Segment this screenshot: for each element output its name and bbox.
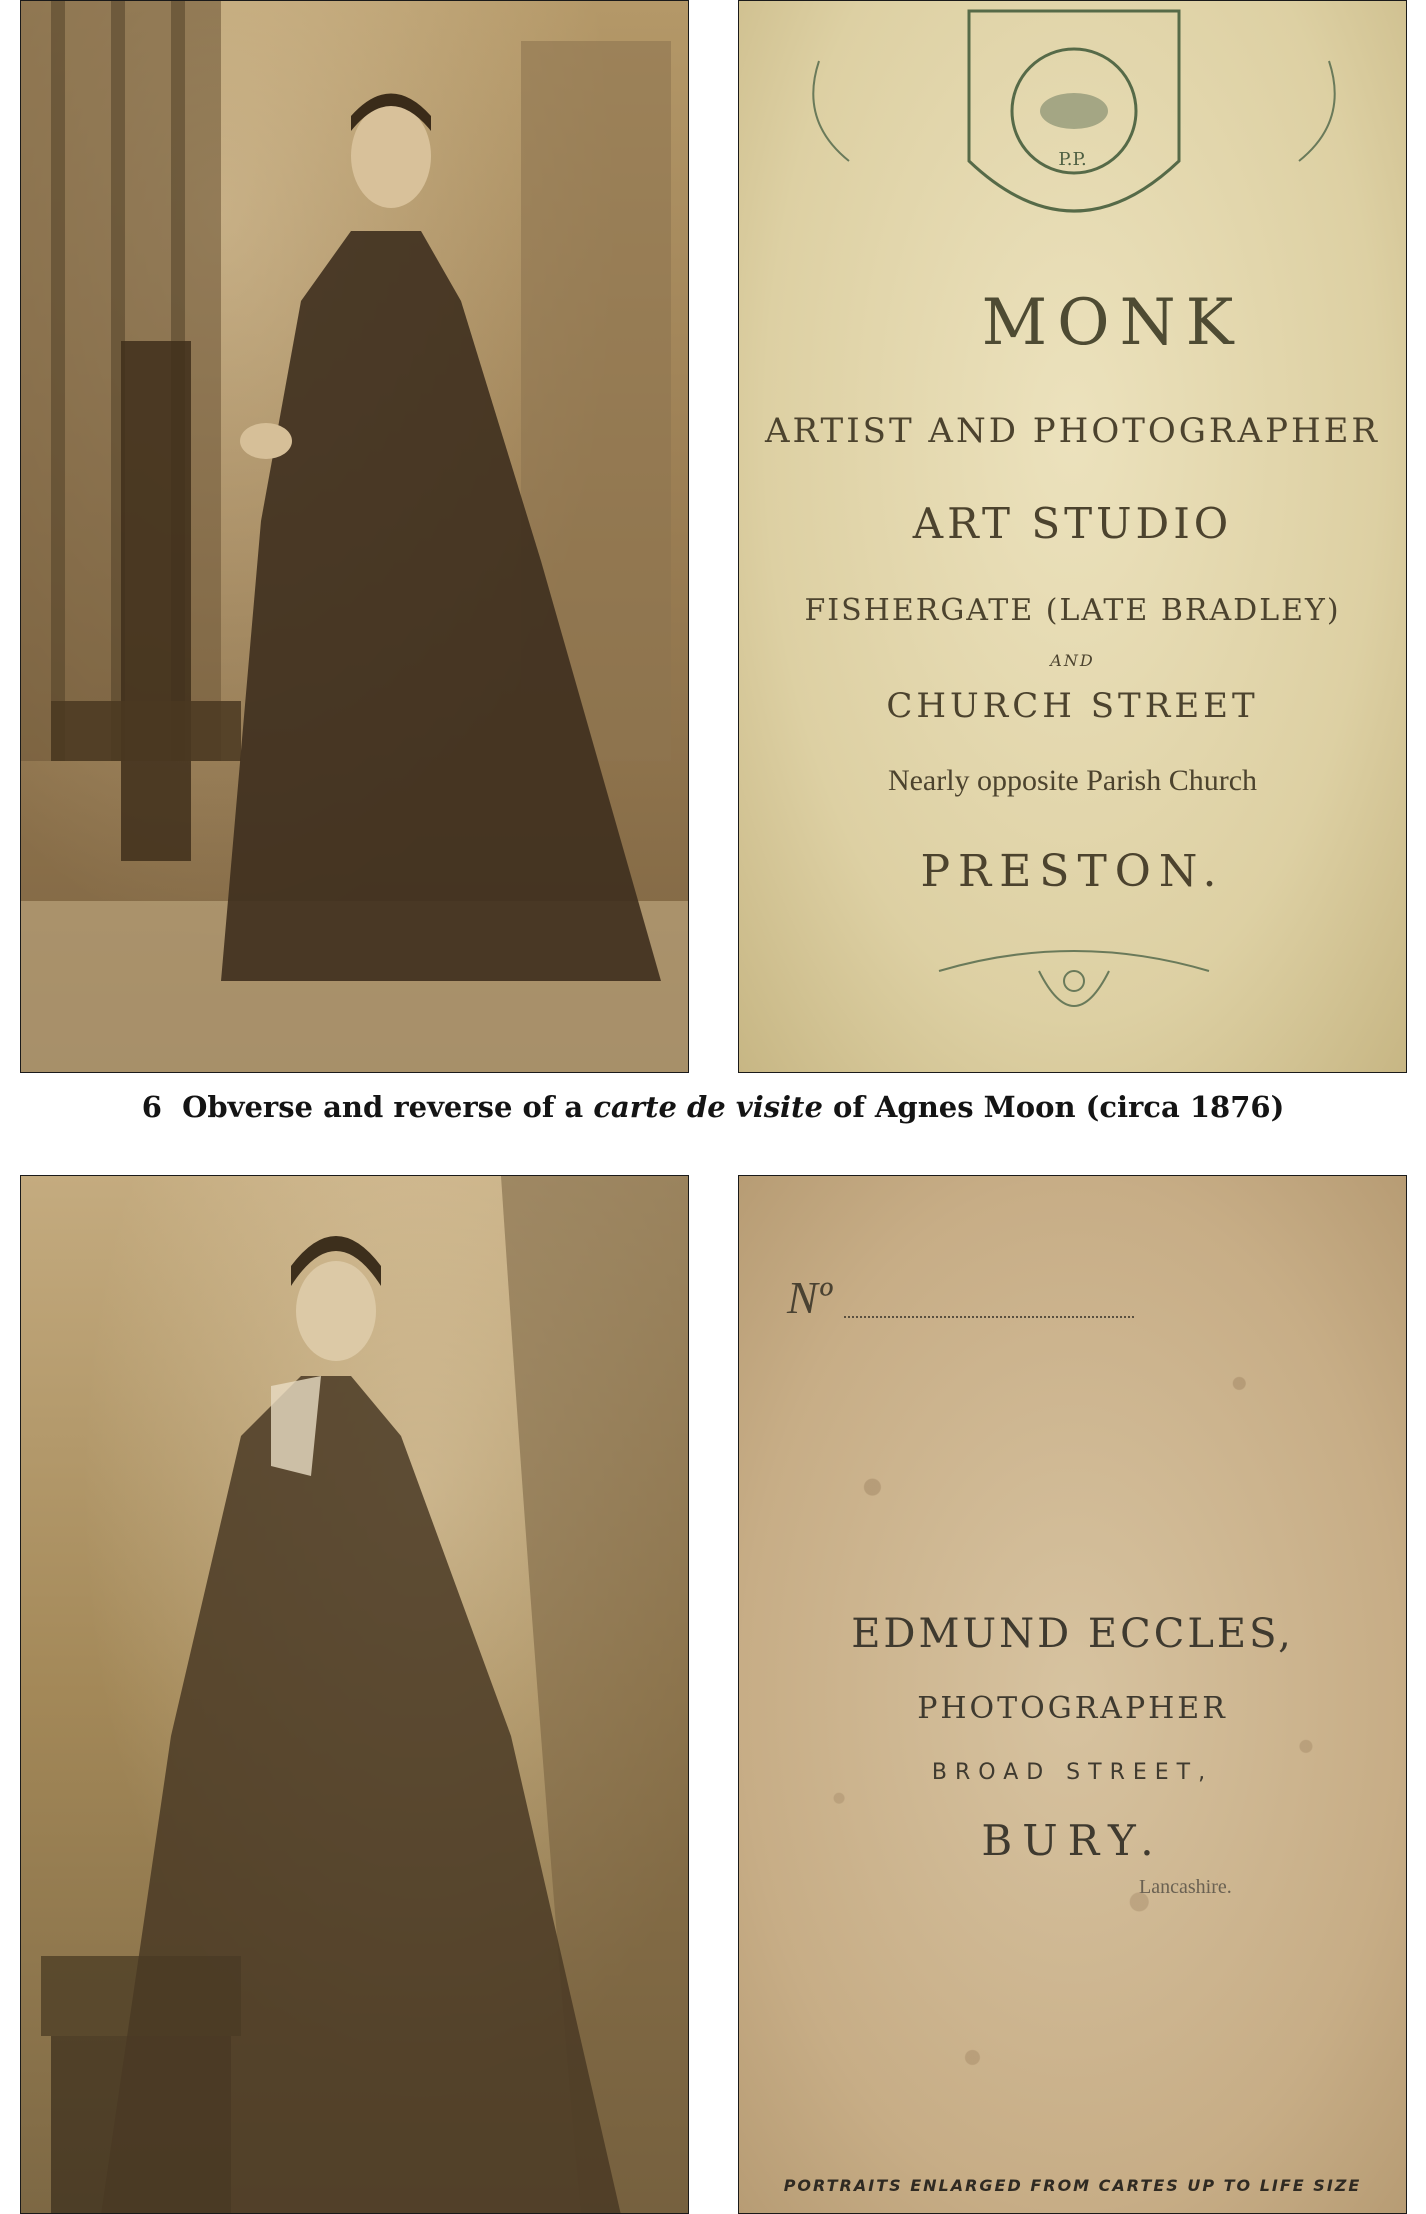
- bottom-left-portrait-photo: [20, 1175, 689, 2214]
- figure-caption: [0, 1090, 1426, 1124]
- and-line: AND: [1050, 651, 1095, 670]
- studio-name: MONK: [981, 286, 1244, 360]
- county-name: Lancashire.: [1139, 1876, 1232, 1898]
- woman-portrait-figure: [21, 1, 689, 1073]
- top-right-card-reverse: [738, 0, 1407, 1073]
- card-footer-text: PORTRAITS ENLARGED FROM CARTES UP TO LIFE SIZE: [783, 2176, 1362, 2195]
- art-studio-line: ART STUDIO: [912, 499, 1233, 548]
- number-dotted-line: [844, 1316, 1134, 1318]
- photographer-name: EDMUND ECCLES,: [851, 1611, 1294, 1657]
- photographer-profession: PHOTOGRAPHER: [917, 1691, 1228, 1726]
- bottom-right-card-reverse: [738, 1175, 1407, 2214]
- ornament-flourish-icon: [739, 931, 1407, 1051]
- fishergate-line: FISHERGATE (LATE BRADLEY): [804, 593, 1341, 628]
- nearly-opposite-line: Nearly opposite Parish Church: [887, 764, 1258, 797]
- caption-text-after: of Agnes Moon (circa 1876): [833, 1090, 1285, 1124]
- town-name: BURY.: [981, 1816, 1164, 1865]
- top-left-portrait-photo: [20, 0, 689, 1073]
- crest-emblem-icon: [739, 1, 1407, 271]
- artist-photographer-line: ARTIST AND PHOTOGRAPHER: [764, 411, 1381, 451]
- preston-line: PRESTON.: [920, 846, 1225, 897]
- woman-portrait-figure: [21, 1176, 689, 2214]
- caption-number: 6: [141, 1090, 162, 1124]
- street-address: BROAD STREET,: [931, 1760, 1214, 1785]
- caption-text-before: Obverse and reverse of a: [182, 1090, 584, 1124]
- crest-initials: P.P.: [1058, 149, 1087, 170]
- number-label: Nº: [787, 1272, 832, 1323]
- church-street-line: CHURCH STREET: [886, 686, 1259, 726]
- caption-italic-term: carte de visite: [593, 1090, 823, 1124]
